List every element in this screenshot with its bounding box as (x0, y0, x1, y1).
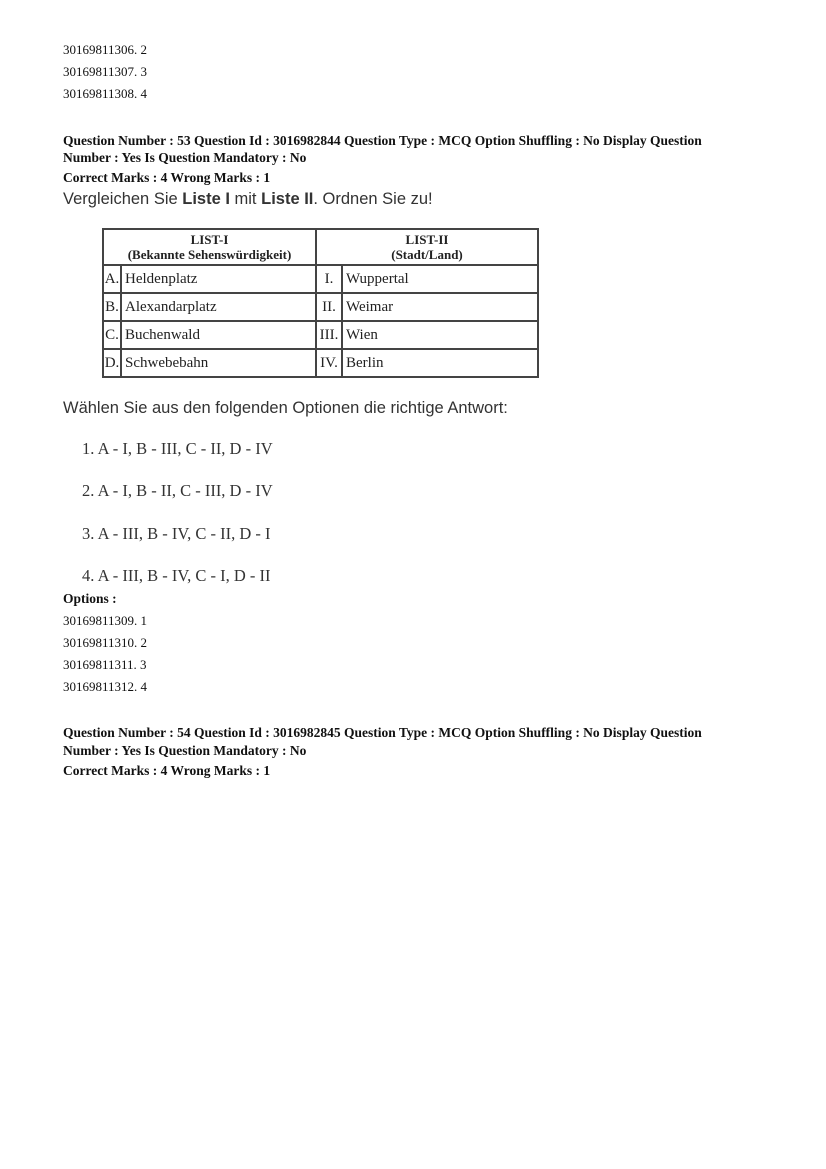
answer-choice-2: 2. A - I, B - II, C - III, D - IV (82, 481, 273, 500)
row-roman: III. (316, 321, 342, 349)
row-code: B. (103, 293, 121, 321)
row-place: Wien (342, 321, 538, 349)
table-row (103, 349, 538, 377)
row-roman: IV. (316, 349, 342, 377)
q54-header-line2: Number : Yes Is Question Mandatory : No (63, 743, 307, 758)
q53-options-label: Options : (63, 591, 117, 606)
table-row (103, 321, 538, 349)
q54-header-line1: Question Number : 54 Question Id : 3016982845 Question Type : MCQ Option Shuffling : No Display Question (63, 725, 702, 740)
answer-choice-1: 1. A - I, B - III, C - II, D - IV (82, 439, 273, 458)
q53-instruction (63, 190, 433, 209)
list1-subtitle: (Bekannte Sehenswürdigkeit) (127, 247, 292, 262)
row-item: Heldenplatz (121, 265, 316, 293)
row-code: D. (103, 349, 121, 377)
list2-subtitle: (Stadt/Land) (391, 247, 463, 262)
row-roman: I. (316, 265, 342, 293)
instruction-list1: Liste I (182, 190, 230, 208)
row-item: Schwebebahn (121, 349, 316, 377)
row-code: C. (103, 321, 121, 349)
list1-title: LIST-I (190, 232, 229, 247)
matching-table (102, 228, 539, 378)
q53-header-line2: Number : Yes Is Question Mandatory : No (63, 150, 307, 165)
instruction-part1: Vergleichen Sie (63, 190, 183, 208)
row-place: Wuppertal (342, 265, 538, 293)
row-code: A. (103, 265, 121, 293)
answer-choice-3: 3. A - III, B - IV, C - II, D - I (82, 524, 271, 543)
instruction-part2: mit (229, 190, 262, 208)
table-row (103, 293, 538, 321)
answer-choice-4: 4. A - III, B - IV, C - I, D - II (82, 566, 271, 585)
row-item: Alexandarplatz (121, 293, 316, 321)
q53-header-line1: Question Number : 53 Question Id : 3016982844 Question Type : MCQ Option Shuffling : No Display Question (63, 133, 702, 148)
q53-option-3: 30169811311. 3 (63, 657, 147, 672)
row-roman: II. (316, 293, 342, 321)
table-row (103, 265, 538, 293)
q53-marks: Correct Marks : 4 Wrong Marks : 1 (63, 170, 271, 185)
q53-choose-text: Wählen Sie aus den folgenden Optionen die richtige Antwort: (63, 399, 508, 417)
instruction-list2: Liste II (261, 190, 314, 208)
q53-option-1: 30169811309. 1 (63, 613, 148, 628)
list2-header (316, 229, 538, 265)
row-item: Buchenwald (121, 321, 316, 349)
instruction-part3: . Ordnen Sie zu! (313, 190, 433, 208)
prev-option-4: 30169811308. 4 (63, 86, 148, 101)
prev-option-2: 30169811306. 2 (63, 42, 148, 57)
q53-option-2: 30169811310. 2 (63, 635, 148, 650)
list1-header (103, 229, 316, 265)
q53-option-4: 30169811312. 4 (63, 679, 148, 694)
row-place: Weimar (342, 293, 538, 321)
table-header-row (103, 229, 538, 265)
prev-option-3: 30169811307. 3 (63, 64, 148, 79)
q54-marks: Correct Marks : 4 Wrong Marks : 1 (63, 763, 271, 778)
row-place: Berlin (342, 349, 538, 377)
list2-title: LIST-II (405, 232, 449, 247)
